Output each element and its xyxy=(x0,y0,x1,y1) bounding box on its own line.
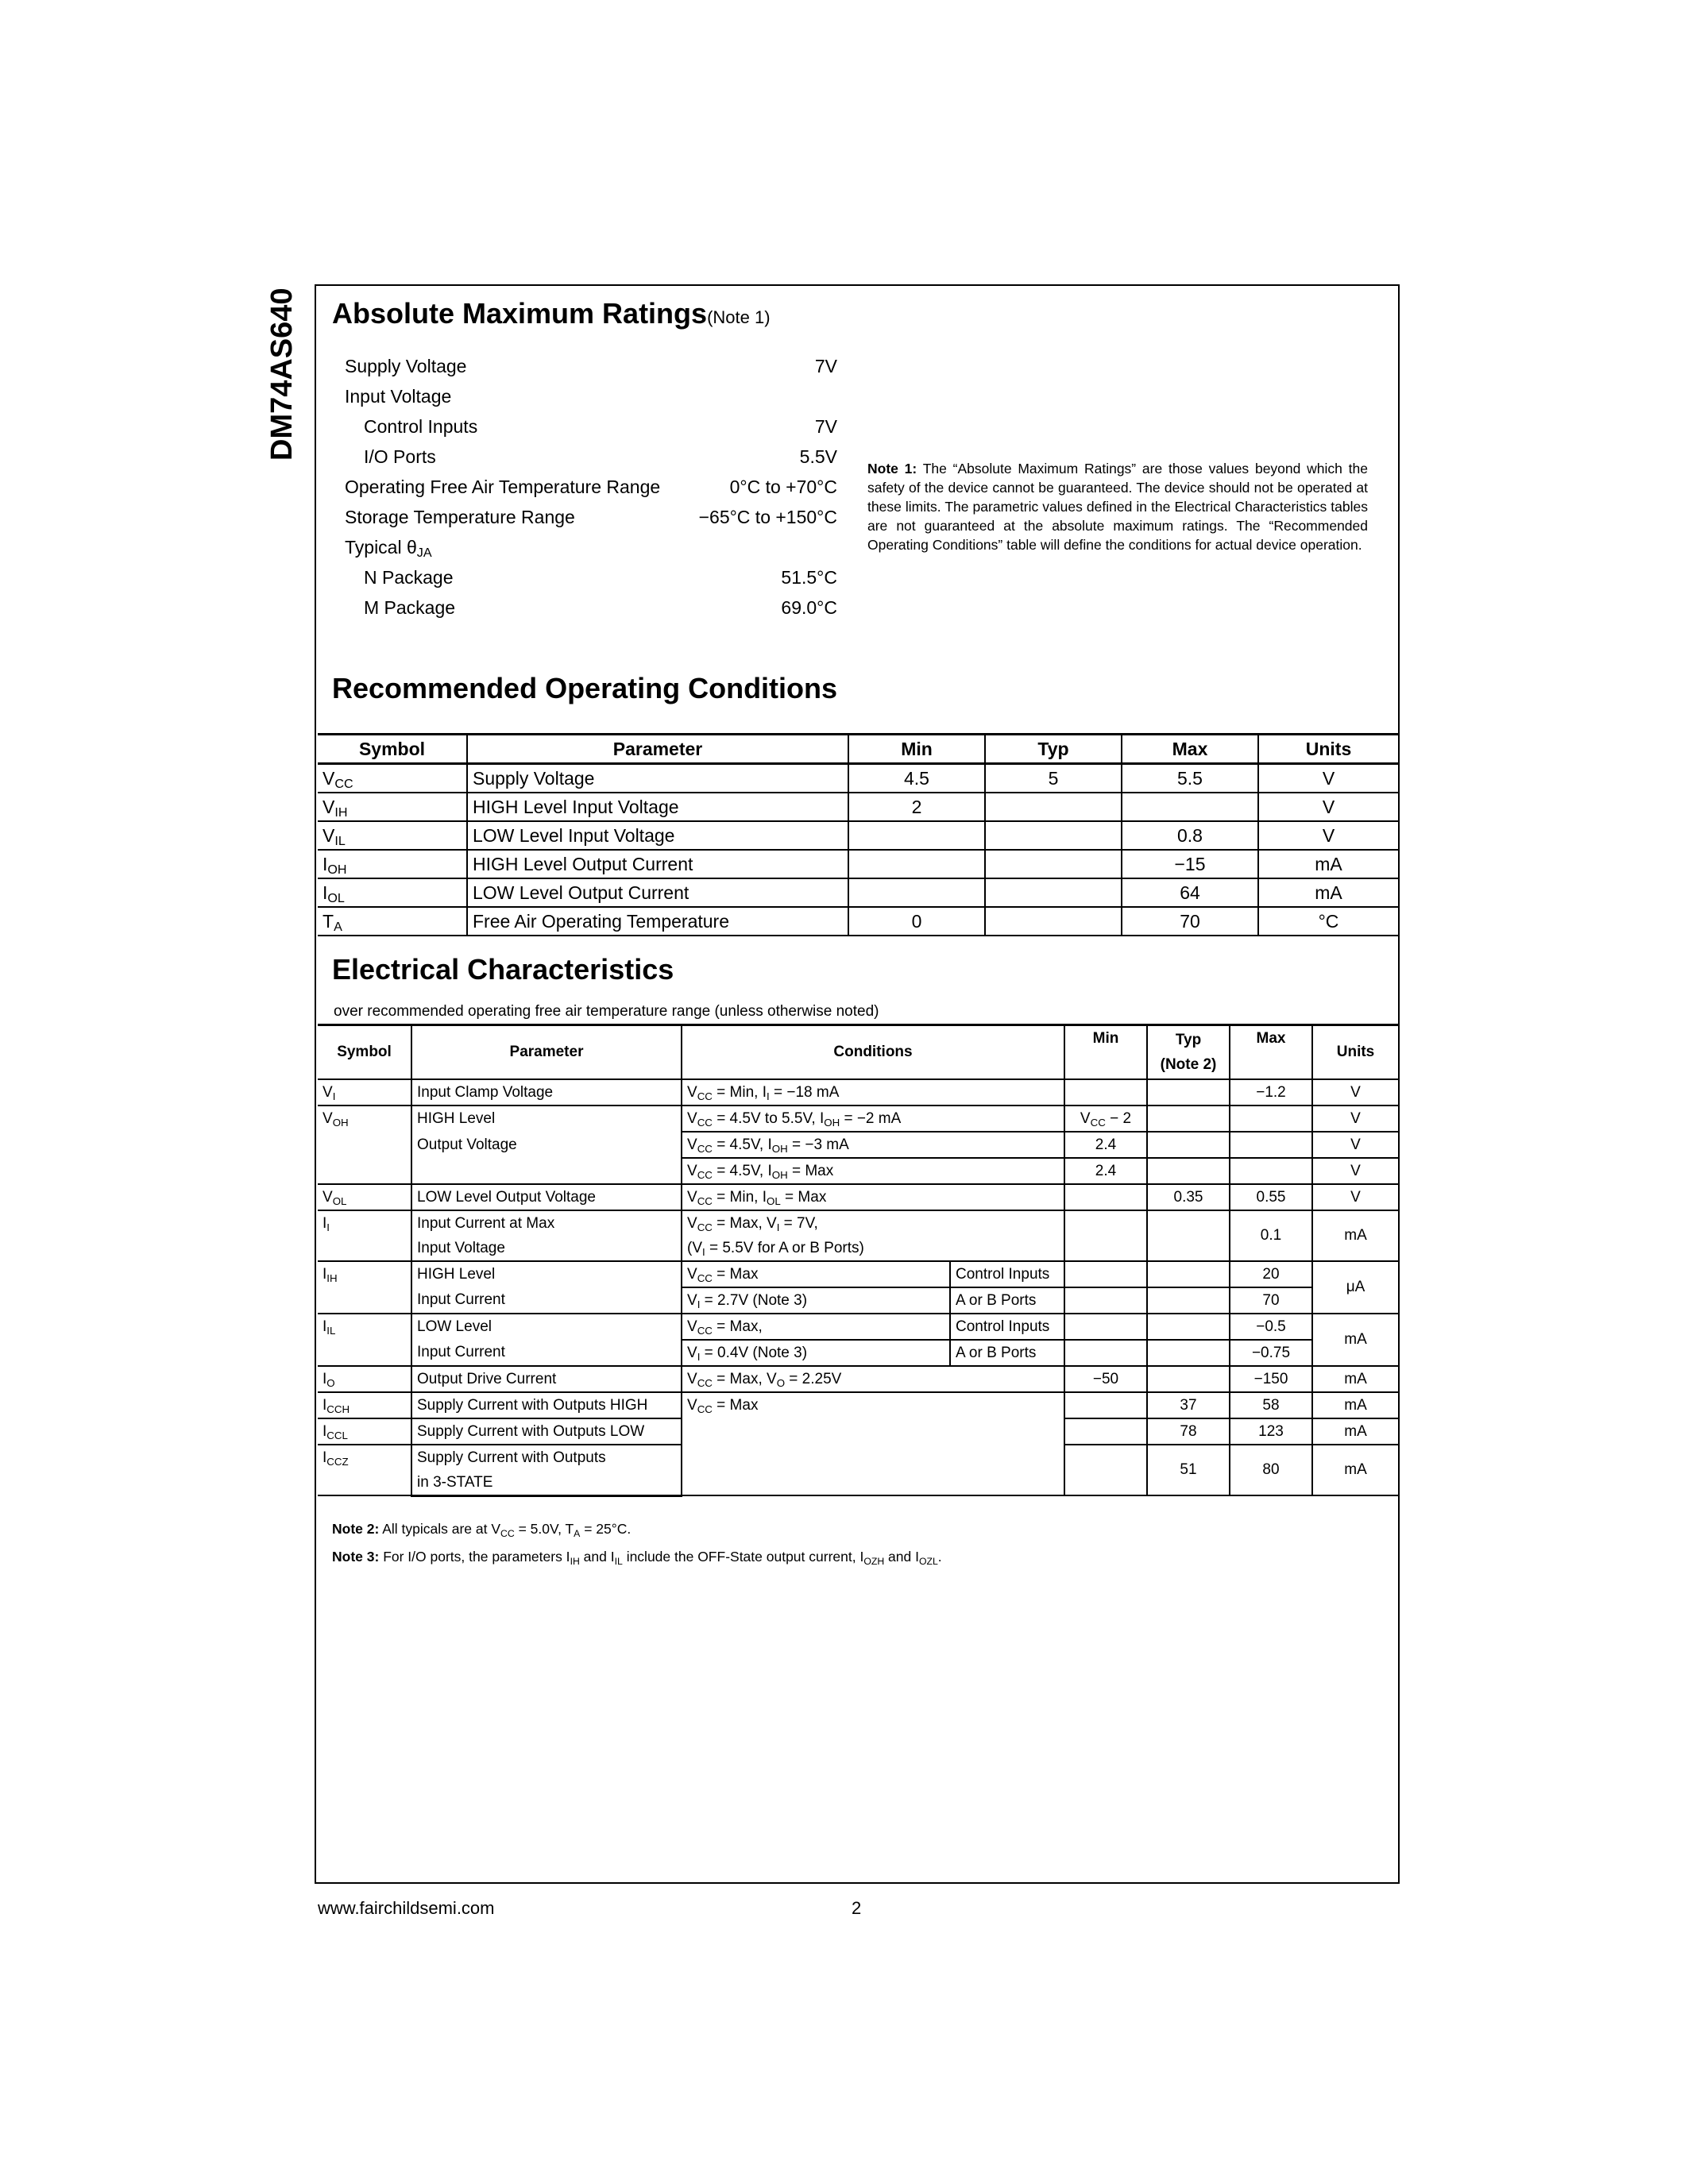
roc-header-units: Units xyxy=(1258,735,1398,764)
table-row: $V_I$ Input Clamp Voltage $V_{CC}$ = Min, $I_I = -18$ mA −1.2 V xyxy=(318,1079,1398,1106)
roc-table xyxy=(318,733,1398,936)
table-row: $I_O$ Output Drive Current $V_{CC}$ = Max, $V_O = 2.25V$ −50 −150 mA xyxy=(318,1366,1398,1392)
table-row: Input Voltage ($V_I = 5.5V$ for A or B Ports) xyxy=(318,1236,1398,1261)
table-row: Output Voltage $V_{CC} = 4.5V$, $I_{OH} = -3$ mA 2.4 V xyxy=(318,1132,1398,1158)
amr-row: Input Voltage xyxy=(345,386,452,407)
amr-title: Absolute Maximum Ratings(Note 1) xyxy=(332,297,771,330)
roc-header-typ: Typ xyxy=(985,735,1122,764)
ec-table xyxy=(318,1024,1398,1497)
roc-title: Recommended Operating Conditions xyxy=(332,672,838,704)
amr-row: M Package 69.0°C xyxy=(364,597,837,618)
ec-header-min: Min xyxy=(1064,1025,1147,1079)
amr-list xyxy=(345,351,837,623)
page-number: 2 xyxy=(852,1898,862,1918)
table-row: $I_{CCL}$ Supply Current with Outputs LOW 78 123 mA xyxy=(318,1418,1398,1445)
ec-header-max: Max xyxy=(1230,1025,1312,1079)
table-row: $V_{IH}$ HIGH Level Input Voltage 2 V xyxy=(318,793,1398,821)
footer-url[interactable]: www.fairchildsemi.com xyxy=(318,1898,495,1918)
table-row: $I_{CCZ}$ Supply Current with Outputs 51 80 mA xyxy=(318,1445,1398,1470)
table-row: Input Current $V_I = 2.7V$ (Note 3) A or B Ports 70 xyxy=(318,1287,1398,1314)
amr-row: Storage Temperature Range −65°C to +150°C xyxy=(345,507,837,527)
table-row: $V_{CC} = 4.5V$, $I_{OH}$ = Max 2.4 V xyxy=(318,1158,1398,1184)
amr-row: Control Inputs 7V xyxy=(364,416,837,437)
ec-notes xyxy=(332,1515,942,1571)
ec-title: Electrical Characteristics xyxy=(332,953,674,986)
table-row: $V_{IL}$ LOW Level Input Voltage 0.8 V xyxy=(318,821,1398,850)
table-row: in 3-STATE xyxy=(318,1470,1398,1496)
amr-row: Typical $\theta_{JA}$ xyxy=(345,537,432,560)
table-row: $I_{OL}$ LOW Level Output Current 64 mA xyxy=(318,878,1398,907)
note-3: Note 3: For I/O ports, the parameters $I_{IH}$ and $I_{IL}$ include the OFF-State output current, $I_{OZH}$ and $I_{OZL}$. xyxy=(332,1549,942,1567)
ec-subtitle: over recommended operating free air temperature range (unless otherwise noted) xyxy=(334,1003,879,1020)
amr-row: N Package 51.5°C xyxy=(364,567,837,588)
roc-header-max: Max xyxy=(1122,735,1258,764)
roc-header-parameter: Parameter xyxy=(467,735,848,764)
amr-note-ref: (Note 1) xyxy=(707,307,771,327)
table-row: $V_{OH}$ HIGH Level $V_{CC} = 4.5V$ to 5.5V, $I_{OH} = -2$ mA $V_{CC} - 2$ V xyxy=(318,1106,1398,1132)
ec-header-parameter: Parameter xyxy=(411,1025,682,1079)
ec-header-typ: Typ (Note 2) xyxy=(1147,1025,1230,1079)
note-1: Note 1: The “Absolute Maximum Ratings” are those values beyond which the safety of the device cannot be guaranteed. The device should not be operated at these limits. The parametric values defined in the Electrical Characteristics tables are not guaranteed at the absolute maximum ratings. The “Recommended Operating Conditions” table will define the conditions for actual device operation. xyxy=(867,461,1369,553)
amr-row: Supply Voltage 7V xyxy=(345,356,837,376)
amr-row: I/O Ports 5.5V xyxy=(364,446,837,467)
table-row: $T_A$ Free Air Operating Temperature 0 70 °C xyxy=(318,907,1398,936)
table-row: $I_{IH}$ HIGH Level $V_{CC}$ = Max Control Inputs 20 μA xyxy=(318,1261,1398,1287)
table-row: Input Current $V_I = 0.4V$ (Note 3) A or B Ports −0.75 xyxy=(318,1340,1398,1366)
part-number: DM74AS640 xyxy=(265,287,299,461)
table-row: $I_{OH}$ HIGH Level Output Current −15 mA xyxy=(318,850,1398,878)
ec-header-conditions: Conditions xyxy=(682,1025,1064,1079)
table-row: $I_I$ Input Current at Max $V_{CC}$ = Max, $V_I = 7V$, 0.1 mA xyxy=(318,1210,1398,1236)
table-row: $I_{IL}$ LOW Level $V_{CC}$ = Max, Control Inputs −0.5 mA xyxy=(318,1314,1398,1340)
ec-header-units: Units xyxy=(1312,1025,1398,1079)
note-2: Note 2: All typicals are at $V_{CC} = 5.0V$, $T_A = 25^\circ C$. xyxy=(332,1521,632,1539)
roc-header-min: Min xyxy=(848,735,985,764)
table-row: $V_{CC}$ Supply Voltage 4.5 5 5.5 V xyxy=(318,764,1398,793)
table-row: $V_{OL}$ LOW Level Output Voltage $V_{CC}$ = Min, $I_{OL}$ = Max 0.35 0.55 V xyxy=(318,1184,1398,1210)
amr-row: Operating Free Air Temperature Range 0°C to +70°C xyxy=(345,477,837,497)
table-row: $I_{CCH}$ Supply Current with Outputs HIGH $V_{CC}$ = Max 37 58 mA xyxy=(318,1392,1398,1418)
roc-header-symbol: Symbol xyxy=(318,735,467,764)
ec-header-symbol: Symbol xyxy=(318,1025,411,1079)
